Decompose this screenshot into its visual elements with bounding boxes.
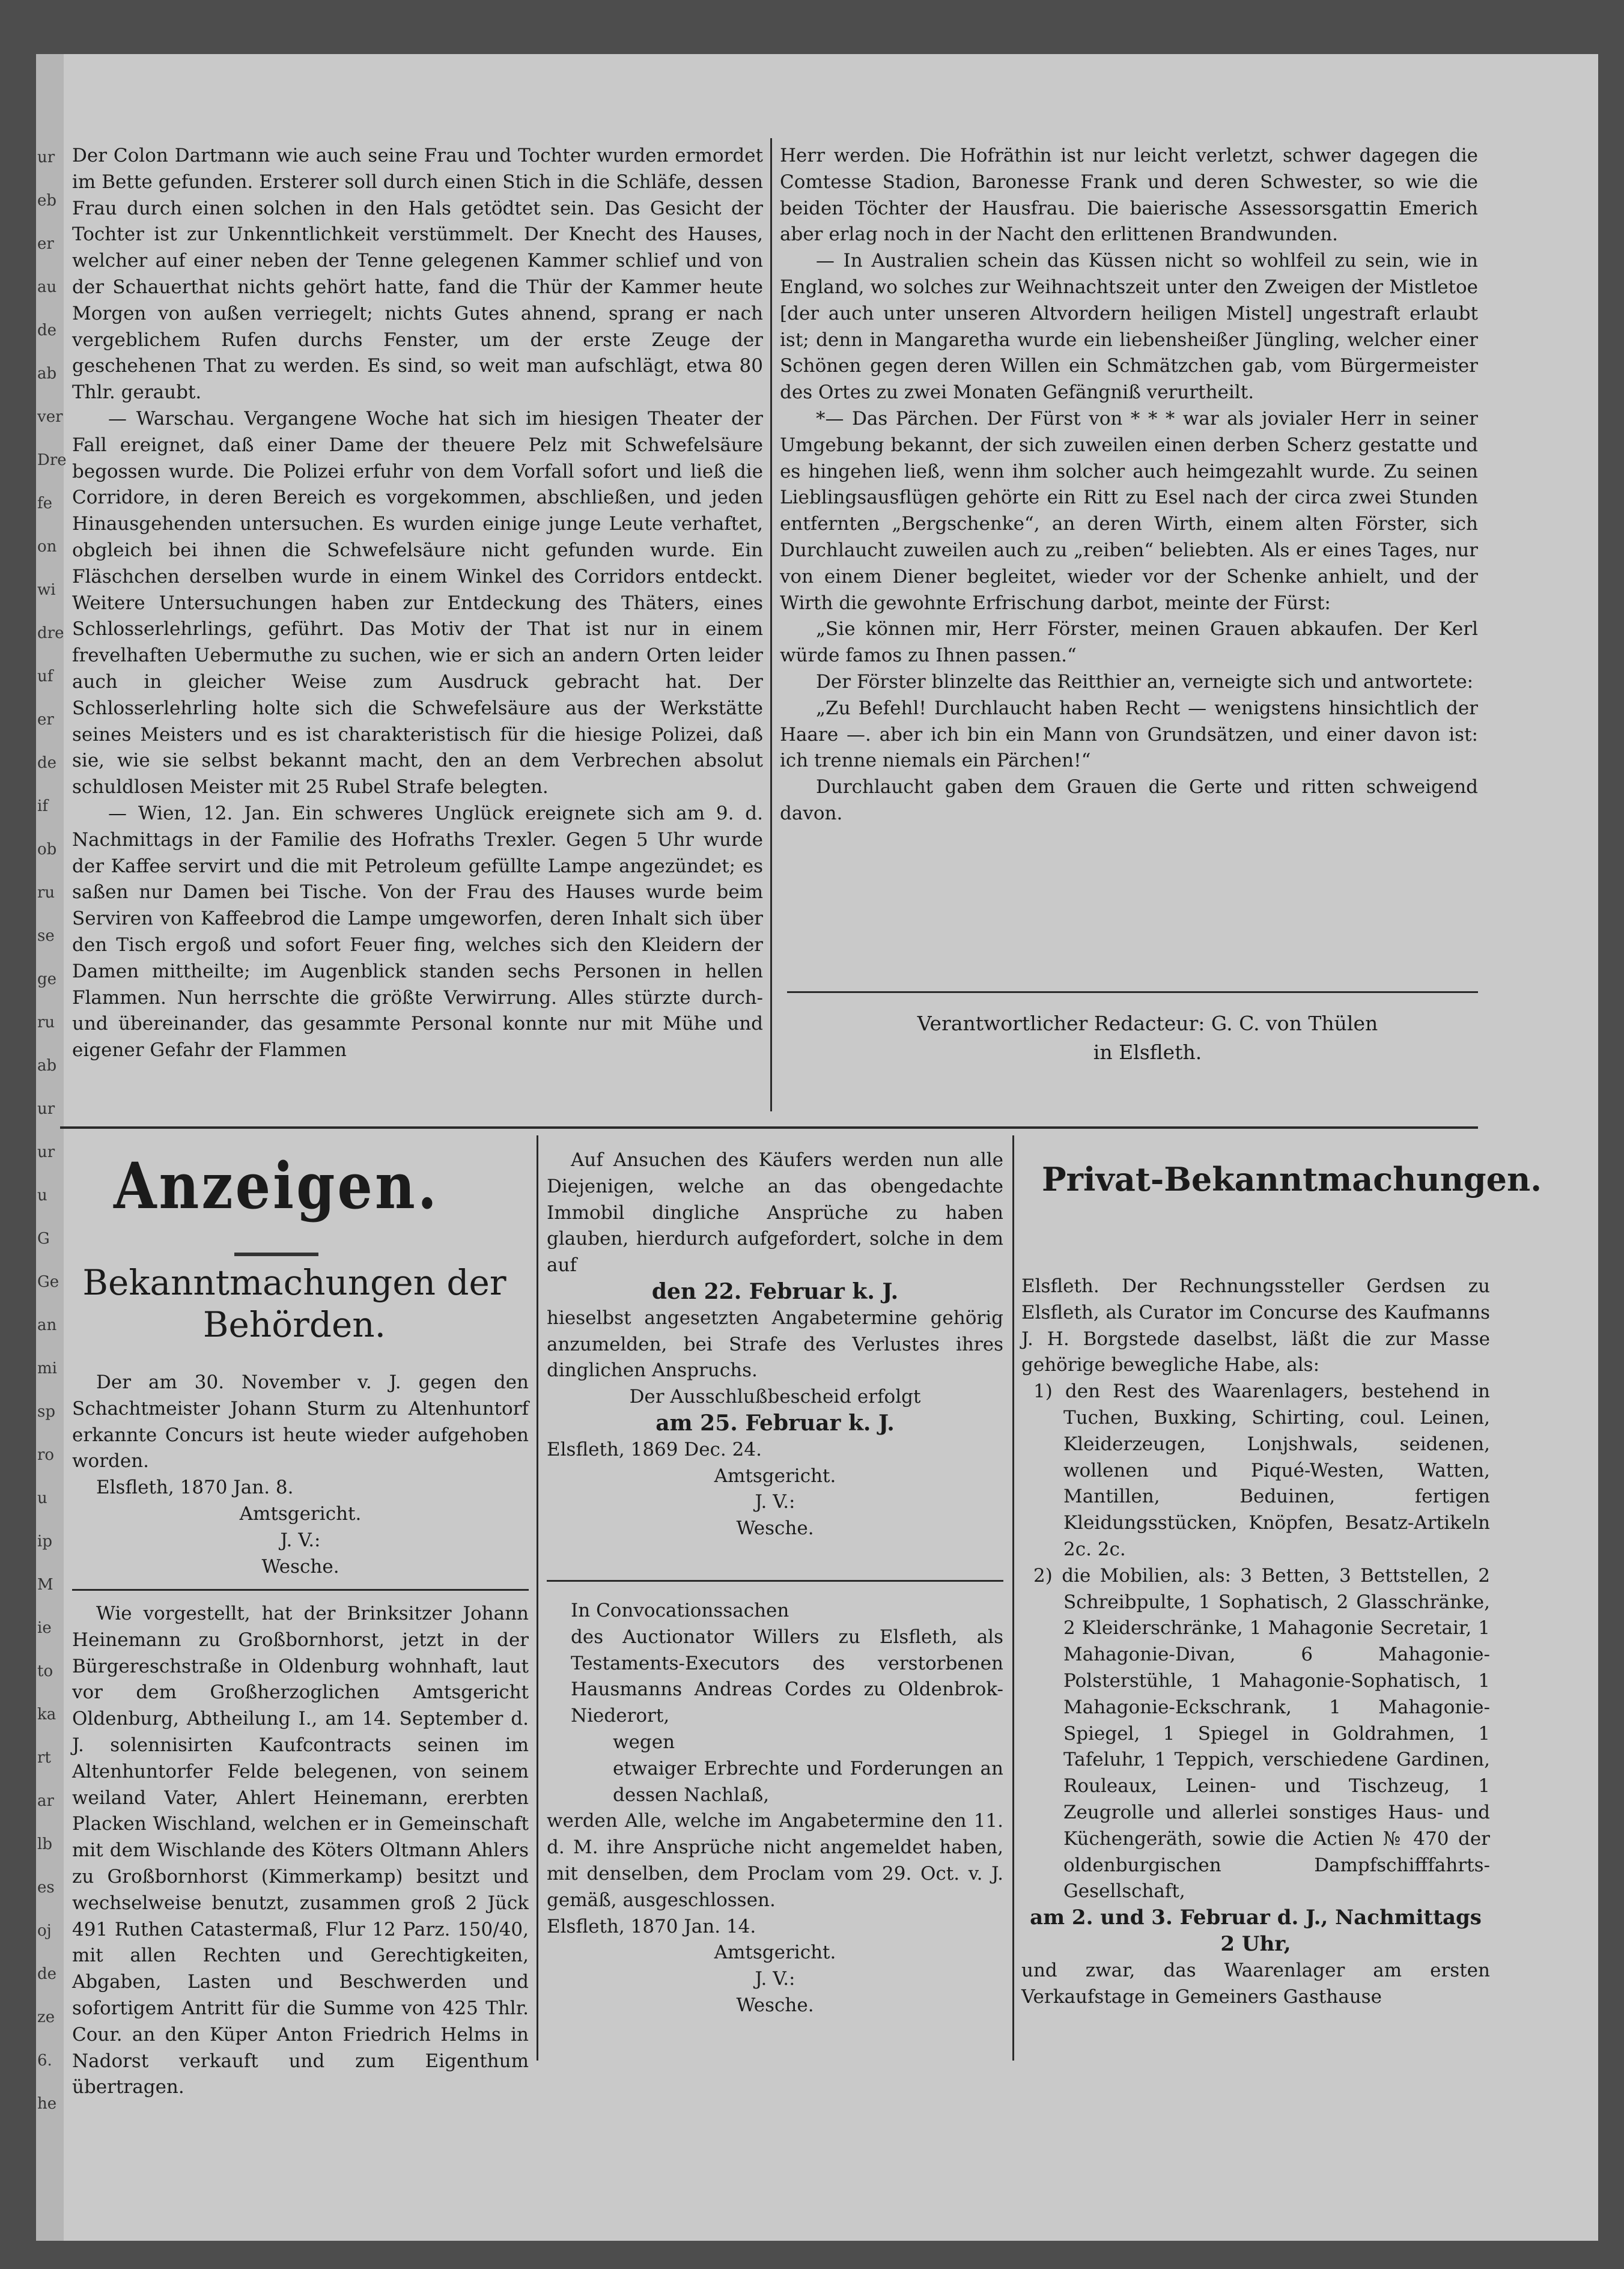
news-quote-2: Der Förster blinzelte das Reitthier an, verneigte sich und antwortete: [816, 670, 1474, 693]
news-paerchen: *— Das Pärchen. Der Fürst von * * * war als jovialer Herr in seiner Umgebung bekannt, der sich zuweilen einen derben Scherz gestatte und es hingehen ließ, wenn ihm solcher auch heimgezahlt wurde. Zu seinen Lieblingsausflügen gehörte ein Ritt zu Esel nach der circa zwei Stunden entfernten „Bergschenke“, an deren Wirth, einem alten Förster, sich Durchlaucht zuweilen auch zu „reiben“ beliebten. Als er eines Tages, nur von einem Diener begleitet, wieder vor der Schenke anhielt, und der Wirth die gewohnte Erfrischung darbot, meinte der Fürst: [780, 407, 1478, 614]
ad-borgstede-item2: 2) die Mobilien, als: 3 Betten, 3 Bettstellen, 2 Schreibpulte, 1 Sophatisch, 2 Glasschränke, 2 Kleiderschränke, 1 Mahagonie Secretair, 1 Mahagonie-Divan, 6 Mahagonie-Polsterstühle, 1 Mahagonie-Sophatisch, 1 Mahagonie-Eckschrank, 1 Mahagonie-Spiegel, 1 Spiegel in Goldrahmen, 1 Tafeluhr, 1 Teppich, verschiedene Gardinen, Rouleaux, Leinen- und Tischzeug, 1 Zeugrolle und allerlei sonstiges Haus- und Küchengeräth, sowie die Actien № 470 der oldenburgischen Dampfschifffahrts-Gesellschaft, [1033, 1564, 1490, 1903]
margin-fragment: ro [37, 1446, 55, 1464]
ad-convocation-text: Auf Ansuchen des Käufers werden nun alle Diejenigen, welche an das obengedachte Immobil dingliche Ansprüche zu haben glauben, hierdurch aufgefordert, solche in dem auf [547, 1149, 1003, 1277]
margin-fragment: an [37, 1316, 57, 1334]
ad-divider-2 [547, 1580, 1003, 1582]
ad-concurs-place: Elsfleth, 1870 Jan. 8. [96, 1477, 294, 1499]
ad-borgstede-date: am 2. und 3. Februar d. J., Nachmittags 2 Uhr, [1030, 1906, 1482, 1956]
column-divider [770, 138, 772, 1111]
ad-c2-line1: In Convocationssachen [571, 1600, 789, 1621]
margin-fragment: mi [37, 1359, 57, 1377]
margin-fragment: ge [37, 970, 57, 988]
ad-convocation-text-2: hieselbst angesetzten Angabetermine gehörig anzumelden, bei Strafe des Verlustes ihres dinglichen Anspruchs. [547, 1307, 1003, 1382]
margin-fragment: uf [37, 667, 53, 685]
news-ending: Durchlaucht gaben dem Grauen die Gerte und ritten schweigend davon. [780, 776, 1478, 824]
news-hofraethin: Herr werden. Die Hofräthin ist nur leicht verletzt, schwer dagegen die Comtesse Stadion, Baronesse Frank und deren Schwester, so wie die beiden Töchter der Hausfrau. Die baierische Assessorsgattin Emerich aber erlag noch in der Nacht den erlittenen Brandwunden. [780, 145, 1478, 246]
news-column-1 [72, 143, 763, 1064]
margin-fragment: Ge [37, 1273, 59, 1291]
margin-fragment: u [37, 1186, 47, 1204]
news-dartmann: Der Colon Dartmann wie auch seine Frau und Tochter wurden ermordet im Bette gefunden. Ersterer soll durch einen Stich in die Schläfe, dessen Frau durch einen solchen in den Hals getödtet sein. Das Gesicht der Tochter ist zur Unkenntlichkeit verstümmelt. Der Knecht des Hauses, welcher auf einer neben der Tenne gelegenen Kammer schlief und von der Schauerthat nichts gehört hatte, fand die Thür der Kammer heute Morgen von außen verriegelt; nichts Gutes ahnend, sprang er nach vergeblichem Rufen durchs Fenster, um der erste Zeuge der geschehenen That zu werden. Es sind, so weit man aufschlägt, etwa 80 Thlr. geraubt. [72, 145, 763, 404]
ad-convocation-date-2: am 25. Februar k. J. [655, 1410, 895, 1436]
ad-concurs [72, 1370, 529, 1580]
margin-fragment: ob [37, 840, 57, 858]
newspaper-page [36, 54, 1598, 2241]
margin-fragment: fe [37, 494, 53, 512]
margin-fragment: ur [37, 1143, 55, 1161]
ad-borgstede-tail: und zwar, das Waarenlager am ersten Verkaufstage in Gemeiners Gasthause [1021, 1959, 1490, 2008]
ad-convocation-text-3: Der Ausschlußbescheid erfolgt [629, 1386, 921, 1408]
ad-borgstede-item1: 1) den Rest des Waarenlagers, bestehend in Tuchen, Buxking, Schirting, coul. Leinen, Kleiderzeugen, Lonjshwals, seidenen, wollenen und Piqué-Westen, Watten, Mantillen, Beduinen, fertigen Kleidungsstücken, Knöpfen, Besatz-Artikeln 2c. 2c. [1033, 1381, 1490, 1560]
margin-fragment: Dre [37, 451, 67, 469]
margin-fragment: sp [37, 1403, 55, 1421]
news-quote-1: „Sie können mir, Herr Förster, meinen Grauen abkaufen. Der Kerl würde famos zu Ihnen passen.“ [780, 618, 1478, 667]
ad-borgstede-intro: Elsfleth. Der Rechnungssteller Gerdsen zu Elsfleth, als Curator im Concurse des Kaufmanns J. H. Borgstede daselbst, läßt die zur Masse gehörige bewegliche Habe, als: [1021, 1275, 1490, 1376]
margin-fragment: eb [37, 192, 57, 210]
privat-title: Privat-Bekanntmachungen. [1041, 1160, 1542, 1198]
ad-concurs-signature: Wesche. [261, 1555, 339, 1578]
ad-c2-court: Amtsgericht. [714, 1942, 836, 1964]
ad-convocation-vb: J. V.: [755, 1491, 795, 1513]
ad-concurs-court: Amtsgericht. [239, 1502, 362, 1525]
margin-fragment: ze [37, 2008, 55, 2026]
margin-fragment: ar [37, 1792, 54, 1810]
ad-divider-1 [72, 1589, 529, 1591]
margin-fragment: lb [37, 1835, 52, 1853]
margin-fragment: M [37, 1576, 53, 1594]
editor-rule [787, 991, 1478, 993]
margin-fragment: if [37, 797, 48, 815]
title-ornament [234, 1253, 318, 1256]
margin-fragment: 6. [37, 2052, 52, 2070]
margin-fragment: ur [37, 1100, 55, 1118]
ad-concurs-vb: J. V.: [280, 1529, 321, 1551]
ad-c2-place: Elsfleth, 1870 Jan. 14. [547, 1915, 756, 1937]
ad-borgstede [1021, 1274, 1490, 2010]
margin-fragment: ru [37, 884, 55, 902]
margin-fragment: ip [37, 1532, 52, 1551]
ad-column-divider-2 [1012, 1135, 1014, 2061]
ad-convocation-date-1: den 22. Februar k. J. [651, 1278, 899, 1304]
margin-fragment: he [37, 2095, 57, 2113]
ad-convocation-court: Amtsgericht. [714, 1465, 836, 1487]
margin-fragment: ur [37, 148, 55, 166]
ad-c2-line3: wegen [613, 1731, 675, 1753]
news-warschau: — Warschau. Vergangene Woche hat sich im hiesigen Theater der Fall ereignet, daß einer Dame der theuere Pelz mit Schwefelsäure begossen wurde. Die Polizei erfuhr von dem Vorfall sofort und ließ die Corridore, in deren Bereich es vorgekommen, abschließen, und jeden Hinausgehenden untersuchen. Es wurden einige junge Leute verhaftet, obgleich bei ihnen die Schwefelsäure nicht gefunden wurde. Ein Fläschchen derselben wurde in einem Winkel des Corridors entdeckt. Weitere Untersuchungen haben zur Entdeckung des Thäters, eines Schlosserlehrlings, geführt. Das Motiv der That ist nur in einem frevelhaften Uebermuthe zu suchen, wie er sich an andern Orten leider auch in gleicher Weise zum Ausdruck gebracht hat. Der Schlosserlehrling holte sich die Schwefelsäure aus der Werkstätte seines Meisters und es ist charakteristisch für die hiesige Polizei, daß sie, wie sie selbst bekannt macht, den an dem Verbrechen absolut schuldlosen Meister mit 25 Rubel Strafe belegten. [72, 407, 763, 798]
ad-convocation-signature: Wesche. [736, 1517, 814, 1540]
margin-fragment: to [37, 1662, 53, 1680]
behoerden-title: Bekanntmachungen der Behörden. [82, 1262, 506, 1345]
news-column-2 [780, 143, 1478, 827]
margin-fragment: wi [37, 581, 56, 599]
margin-fragment: G [37, 1230, 50, 1248]
margin-fragment: er [37, 235, 54, 253]
margin-fragment: de [37, 321, 57, 339]
ad-heinemann-text: Wie vorgestellt, hat der Brinksitzer Johann Heinemann zu Großbornhorst, jetzt in der Bürgereschstraße in Oldenburg wohnhaft, laut vor dem Großherzoglichen Amtsgericht Oldenburg, Abtheilung I., am 14. September d. J. solennisirten Kaufcontracts seinen im Altenhuntorfer Felde belegenen, von seinem weiland Vater, Ahlert Heinemann, ererbten Placken Wischland, welchen er in Gemeinschaft mit dem Wischlande des Köters Oltmann Ahlers zu Großbornhorst (Kimmerkamp) besitzt und wechselweise benutzt, zusammen groß 2 Jück 491 Ruthen Catastermaß, Flur 12 Parz. 150/40, mit allen Rechten und Gerechtigkeiten, Abgaben, Lasten und Beschwerden und sofortigem Antritt für die Summe von 425 Thlr. Cour. an den Küper Anton Friedrich Helms in Nadorst verkauft und zum Eigenthum übertragen. [72, 1603, 529, 2098]
margin-fragment: es [37, 1879, 55, 1897]
margin-fragment: dre [37, 624, 64, 642]
margin-fragment: de [37, 1965, 57, 1983]
anzeigen-title: Anzeigen. [114, 1148, 439, 1224]
margin-fragment: u [37, 1489, 47, 1507]
margin-fragment: ru [37, 1013, 55, 1031]
margin-fragment: oj [37, 1922, 52, 1940]
news-wien: — Wien, 12. Jan. Ein schweres Unglück ereignete sich am 9. d. Nachmittags in der Familie des Hofraths Trexler. Gegen 5 Uhr wurde der Kaffee servirt und die mit Petroleum gefüllte Lampe angezündet; es saßen nur Damen bei Tische. Von der Frau des Hauses wurde beim Serviren von Kaffeebrod die Lampe umgeworfen, deren Inhalt sich über den Tisch ergoß und sofort Feuer fing, welches sich den Kleidern der Damen mittheilte; im Augenblick standen sechs Personen in hellen Flammen. Nun herrschte die größte Verwirrung. Alles stürzte durch- und übereinander, das gesammte Personal konnte nur mit Mühe und eigener Gefahr der Flammen [72, 802, 763, 1062]
margin-fragment: ab [37, 1057, 57, 1075]
news-quote-3: „Zu Befehl! Durchlaucht haben Recht — wenigstens hinsichtlich der Haare —. aber ich bin ein Mann von Grundsätzen, und einer davon ist: ich trenne niemals ein Pärchen!“ [780, 697, 1478, 772]
editor-place: in Elsfleth. [1093, 1040, 1202, 1064]
section-rule [60, 1126, 1478, 1129]
ad-convocation-place: Elsfleth, 1869 Dec. 24. [547, 1438, 762, 1460]
ad-concurs-text: Der am 30. November v. J. gegen den Schachtmeister Johann Sturm zu Altenhuntorf erkannte Concurs ist heute wieder aufgehoben worden. [72, 1371, 529, 1472]
editor-line [817, 1009, 1478, 1067]
margin-fragment: ka [37, 1706, 56, 1724]
margin-fragment: on [37, 538, 57, 556]
ad-convocation-2 [547, 1598, 1003, 2019]
ad-column-divider-1 [537, 1135, 538, 2061]
editor-name: Verantwortlicher Redacteur: G. C. von Thülen [917, 1012, 1378, 1035]
ad-c2-line2: des Auctionator Willers zu Elsfleth, als Testaments-Executors des verstorbenen Hausmanns Andreas Cordes zu Oldenbrok-Niederort, [571, 1626, 1003, 1727]
ad-convocation-1 [547, 1147, 1003, 1542]
ad-heinemann [72, 1601, 529, 2101]
margin-fragment: rt [37, 1749, 51, 1767]
margin-fragment: au [37, 278, 57, 296]
margin-fragment: de [37, 754, 57, 772]
news-australien: — In Australien schein das Küssen nicht so wohlfeil zu sein, wie in England, wo solches zur Weihnachtszeit unter den Zweigen der Mistletoe [der auch unter unseren Altvordern heiligen Mistel] ungestraft erlaubt ist; denn in Mangaretha wurde ein liebensheißer Jüngling, welcher einer Schönen gegen deren Willen ein Schmätzchen gab, vom Bürgermeister des Ortes zu zwei Monaten Gefängniß verurtheilt. [780, 250, 1478, 404]
margin-fragment: ie [37, 1619, 52, 1637]
margin-fragment: ver [37, 408, 63, 426]
ad-c2-signature: Wesche. [736, 1994, 814, 2016]
margin-fragment: er [37, 711, 54, 729]
margin-fragment: ab [37, 365, 57, 383]
ad-c2-line5: werden Alle, welche im Angabetermine den 11. d. M. ihre Ansprüche nicht angemeldet haben, mit denselben, dem Proclam vom 29. Oct. v. J. gemäß, ausgeschlossen. [547, 1810, 1003, 1911]
margin-fragment: se [37, 927, 55, 945]
ad-c2-vb: J. V.: [755, 1968, 795, 1990]
ad-c2-line4: etwaiger Erbrechte und Forderungen an dessen Nachlaß, [613, 1757, 1003, 1806]
